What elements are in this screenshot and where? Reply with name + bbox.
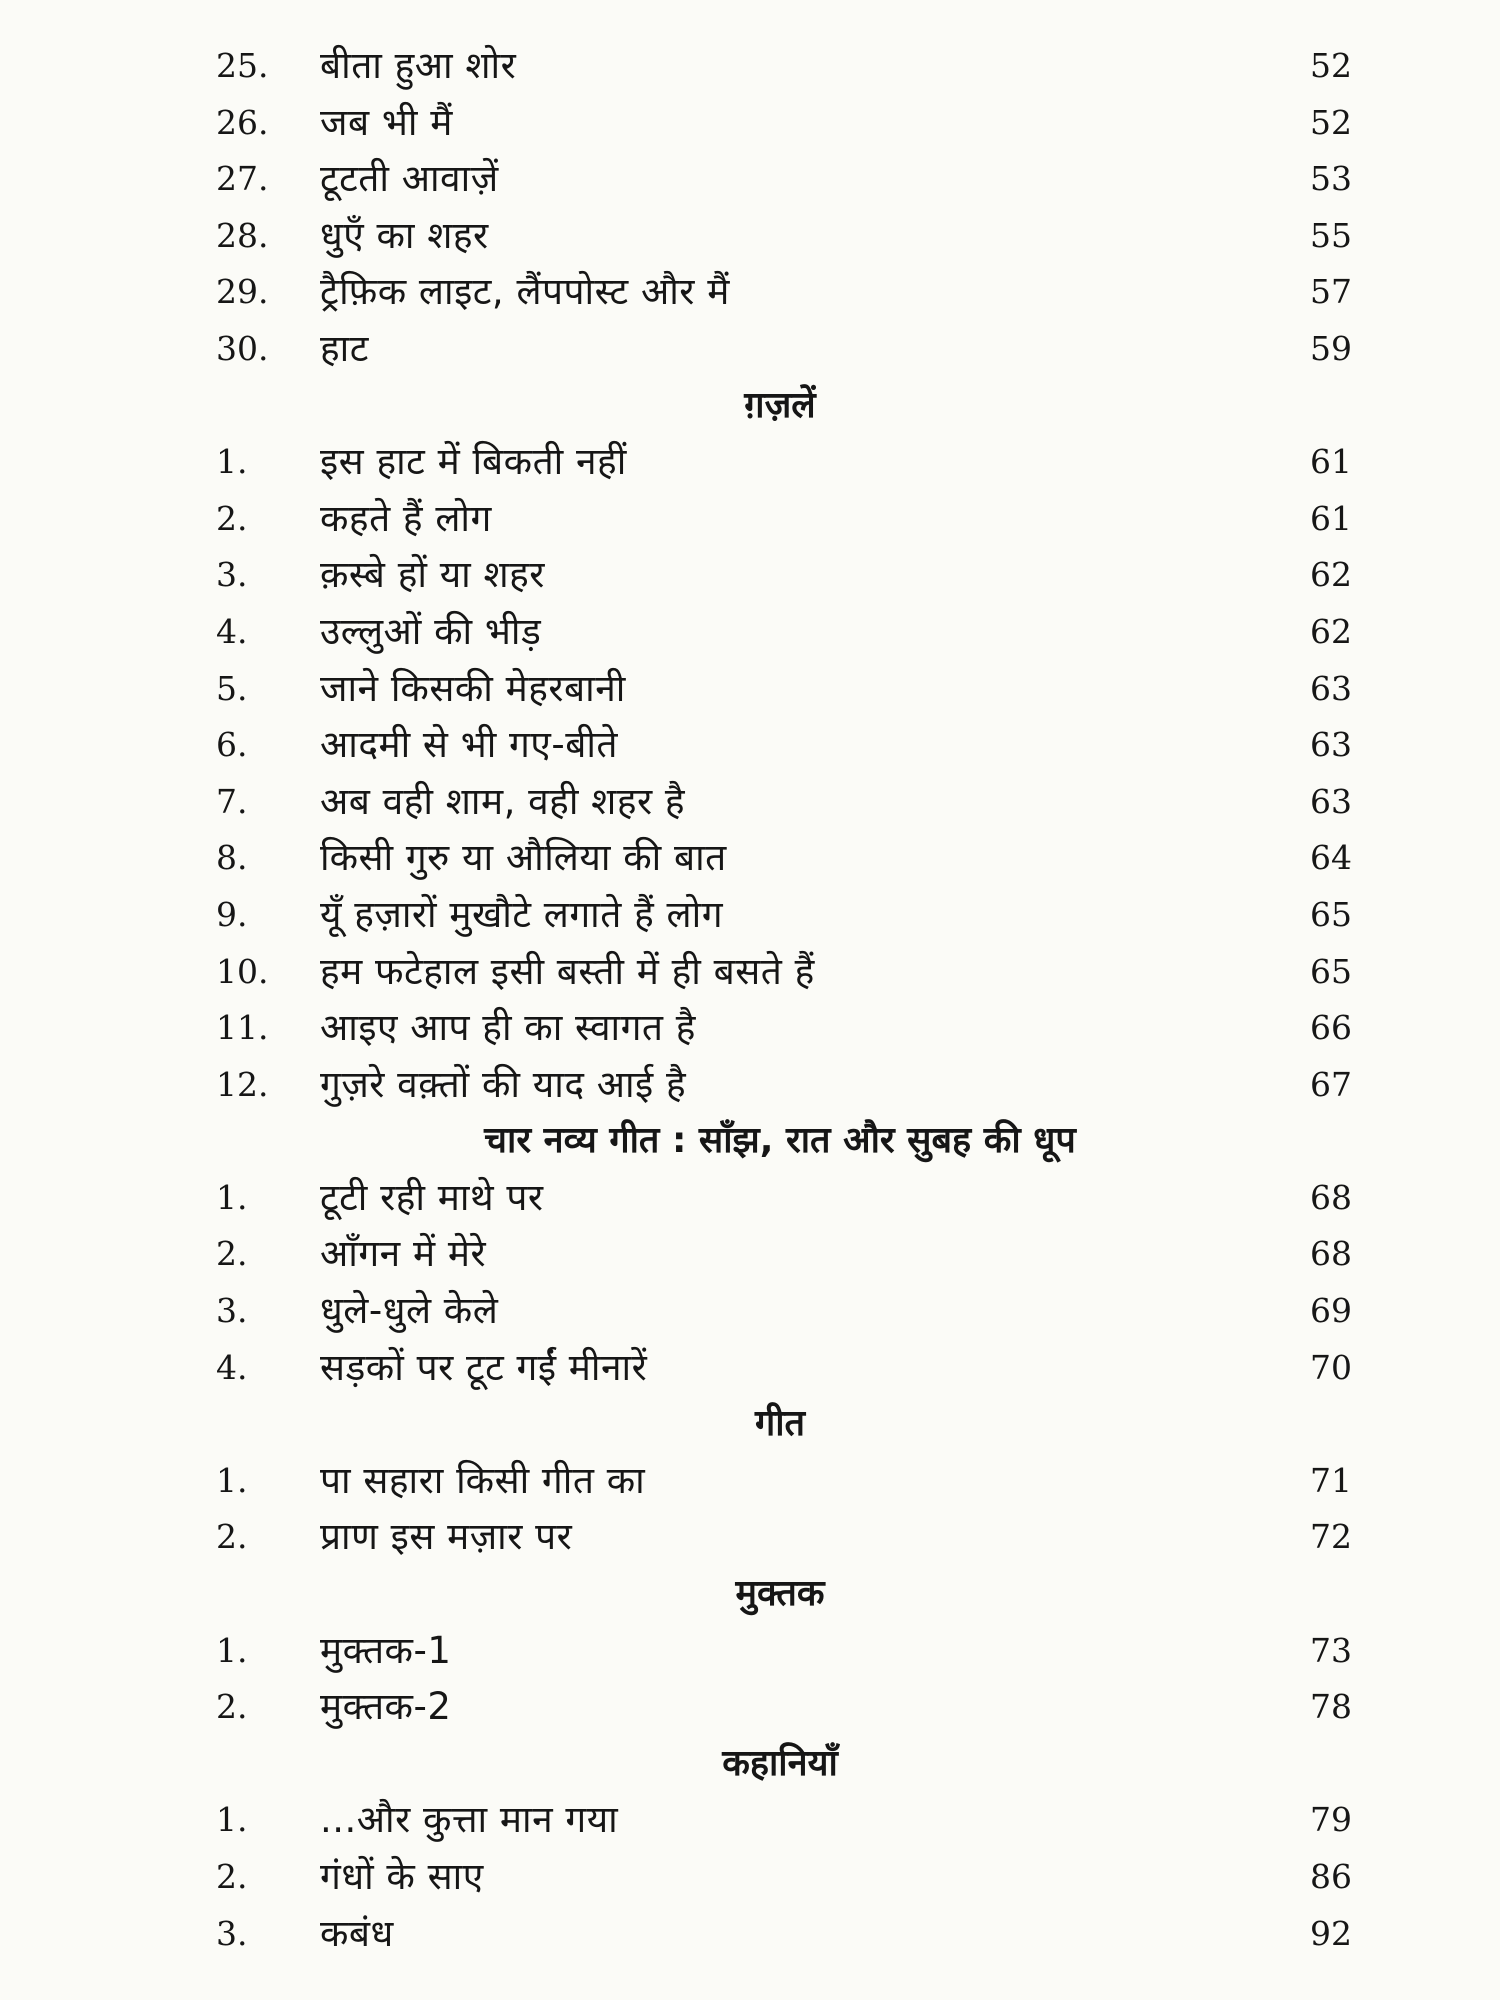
section-heading <box>0 1113 1500 1170</box>
toc-entry <box>0 830 1500 887</box>
toc-entry <box>0 604 1500 661</box>
entry-number: 26. <box>216 102 269 142</box>
entry-number: 1. <box>216 442 248 482</box>
entry-number: 4. <box>216 611 248 651</box>
entry-title: जब भी मैं <box>320 100 453 144</box>
entry-title: अब वही शाम, वही शहर है <box>320 779 686 823</box>
entry-page-number: 78 <box>1310 1687 1352 1727</box>
entry-number: 2. <box>216 1857 248 1896</box>
entry-title: प्राण इस मज़ार पर <box>320 1515 573 1559</box>
entry-title: गंधों के साए <box>320 1855 484 1898</box>
toc-entry <box>0 944 1500 1001</box>
entry-page-number: 62 <box>1310 611 1352 651</box>
toc-entry <box>0 1170 1500 1227</box>
toc-entry <box>0 717 1500 774</box>
toc-entry <box>0 1057 1500 1114</box>
toc-entry <box>0 95 1500 152</box>
entry-page-number: 52 <box>1310 46 1352 85</box>
entry-number: 6. <box>216 725 248 765</box>
entry-page-number: 65 <box>1310 894 1352 934</box>
entry-page-number: 71 <box>1310 1460 1352 1500</box>
entry-page-number: 55 <box>1310 215 1352 255</box>
entry-page-number: 79 <box>1310 1800 1352 1840</box>
section-heading <box>0 378 1500 435</box>
entry-page-number: 61 <box>1310 498 1352 538</box>
entry-page-number: 52 <box>1310 102 1352 142</box>
entry-page-number: 62 <box>1310 555 1352 595</box>
toc-entry <box>0 491 1500 548</box>
entry-title: ट्रैफ़िक लाइट, लैंपपोस्ट और मैं <box>320 270 730 314</box>
entry-title: कहते हैं लोग <box>320 496 492 540</box>
toc-entry <box>0 887 1500 944</box>
toc-entry <box>0 1849 1500 1906</box>
entry-title: आँगन में मेरे <box>320 1232 487 1276</box>
toc-entry <box>0 434 1500 491</box>
entry-page-number: 73 <box>1310 1630 1352 1670</box>
toc-entry <box>0 1226 1500 1283</box>
entry-number: 12. <box>216 1064 269 1104</box>
entry-number: 4. <box>216 1347 248 1387</box>
entry-number: 2. <box>216 1687 248 1727</box>
toc-entry <box>0 1283 1500 1340</box>
section-heading-text: गीत <box>754 1403 806 1445</box>
entry-number: 1. <box>216 1800 248 1840</box>
entry-title: धुले-धुले केले <box>320 1289 499 1333</box>
section-heading-text: चार नव्य गीत : साँझ, रात और सुबह की धूप <box>484 1120 1076 1162</box>
toc-entry <box>0 264 1500 321</box>
toc-entry <box>0 661 1500 718</box>
entry-title: ...और कुत्ता मान गया <box>320 1798 619 1842</box>
section-heading <box>0 1566 1500 1623</box>
section-heading <box>0 1736 1500 1793</box>
entry-title: किसी गुरु या औलिया की बात <box>320 836 727 880</box>
entry-title: क़स्बे हों या शहर <box>320 553 545 597</box>
entry-page-number: 68 <box>1310 1177 1352 1217</box>
toc-entry <box>0 38 1500 95</box>
entry-number: 8. <box>216 838 248 878</box>
toc-entry <box>0 774 1500 831</box>
toc-entry <box>0 1679 1500 1736</box>
entry-title: हम फटेहाल इसी बस्ती में ही बसते हैं <box>320 949 815 993</box>
entry-number: 3. <box>216 1291 248 1331</box>
entry-title: मुक्तक-2 <box>320 1685 452 1729</box>
toc-entry <box>0 321 1500 378</box>
entry-title: आइए आप ही का स्वागत है <box>320 1006 696 1050</box>
toc-entry <box>0 1000 1500 1057</box>
entry-number: 3. <box>216 555 248 595</box>
entry-number: 2. <box>216 498 248 538</box>
entry-number: 30. <box>216 328 269 368</box>
toc-entry <box>0 208 1500 265</box>
entry-number: 9. <box>216 894 248 934</box>
toc-entry <box>0 151 1500 208</box>
section-heading-text: कहानियाँ <box>722 1742 838 1784</box>
entry-title: गुज़रे वक़्तों की याद आई है <box>320 1062 687 1106</box>
entry-number: 2. <box>216 1234 248 1274</box>
table-of-contents <box>0 38 1500 1962</box>
entry-page-number: 63 <box>1310 668 1352 708</box>
entry-title: उल्लुओं की भीड़ <box>320 609 542 653</box>
entry-page-number: 65 <box>1310 951 1352 991</box>
entry-page-number: 61 <box>1310 442 1352 482</box>
entry-page-number: 59 <box>1310 328 1352 368</box>
entry-title: कबंध <box>320 1911 394 1955</box>
entry-title: सड़कों पर टूट गईं मीनारें <box>320 1345 648 1389</box>
entry-title: जाने किसकी मेहरबानी <box>320 666 626 710</box>
entry-number: 28. <box>216 215 269 255</box>
entry-page-number: 92 <box>1310 1913 1352 1953</box>
entry-title: धुएँ का शहर <box>320 213 489 257</box>
entry-title: इस हाट में बिकती नहीं <box>320 440 627 484</box>
entry-title: मुक्तक-1 <box>320 1628 452 1672</box>
section-heading-text: ग़ज़लें <box>744 384 816 426</box>
entry-title: टूटी रही माथे पर <box>320 1175 544 1219</box>
entry-number: 5. <box>216 668 248 708</box>
entry-number: 7. <box>216 781 248 821</box>
entry-page-number: 63 <box>1310 781 1352 821</box>
entry-number: 29. <box>216 272 269 312</box>
entry-page-number: 72 <box>1310 1517 1352 1557</box>
entry-title: पा सहारा किसी गीत का <box>320 1458 646 1502</box>
entry-number: 27. <box>216 159 269 199</box>
entry-page-number: 66 <box>1310 1008 1352 1048</box>
entry-page-number: 57 <box>1310 272 1352 312</box>
entry-page-number: 67 <box>1310 1064 1352 1104</box>
toc-entry <box>0 1792 1500 1849</box>
entry-number: 10. <box>216 951 269 991</box>
toc-entry <box>0 1340 1500 1397</box>
toc-entry <box>0 1509 1500 1566</box>
section-heading <box>0 1396 1500 1453</box>
entry-number: 25. <box>216 46 269 85</box>
toc-entry <box>0 547 1500 604</box>
toc-entry <box>0 1906 1500 1963</box>
entry-page-number: 86 <box>1310 1857 1352 1896</box>
entry-title: टूटती आवाज़ें <box>320 157 499 201</box>
entry-page-number: 63 <box>1310 725 1352 765</box>
entry-number: 1. <box>216 1630 248 1670</box>
entry-number: 2. <box>216 1517 248 1557</box>
entry-number: 3. <box>216 1913 248 1953</box>
entry-title: हाट <box>320 326 369 370</box>
entry-title: बीता हुआ शोर <box>320 44 517 87</box>
entry-number: 1. <box>216 1177 248 1217</box>
entry-title: यूँ हज़ारों मुखौटे लगाते हैं लोग <box>320 892 724 936</box>
entry-page-number: 69 <box>1310 1291 1352 1331</box>
entry-page-number: 70 <box>1310 1347 1352 1387</box>
entry-number: 11. <box>216 1008 269 1048</box>
entry-page-number: 53 <box>1310 159 1352 199</box>
entry-title: आदमी से भी गए-बीते <box>320 723 619 767</box>
toc-entry <box>0 1623 1500 1680</box>
toc-entry <box>0 1453 1500 1510</box>
entry-number: 1. <box>216 1460 248 1500</box>
entry-page-number: 68 <box>1310 1234 1352 1274</box>
section-heading-text: मुक्तक <box>735 1573 825 1615</box>
entry-page-number: 64 <box>1310 838 1352 878</box>
